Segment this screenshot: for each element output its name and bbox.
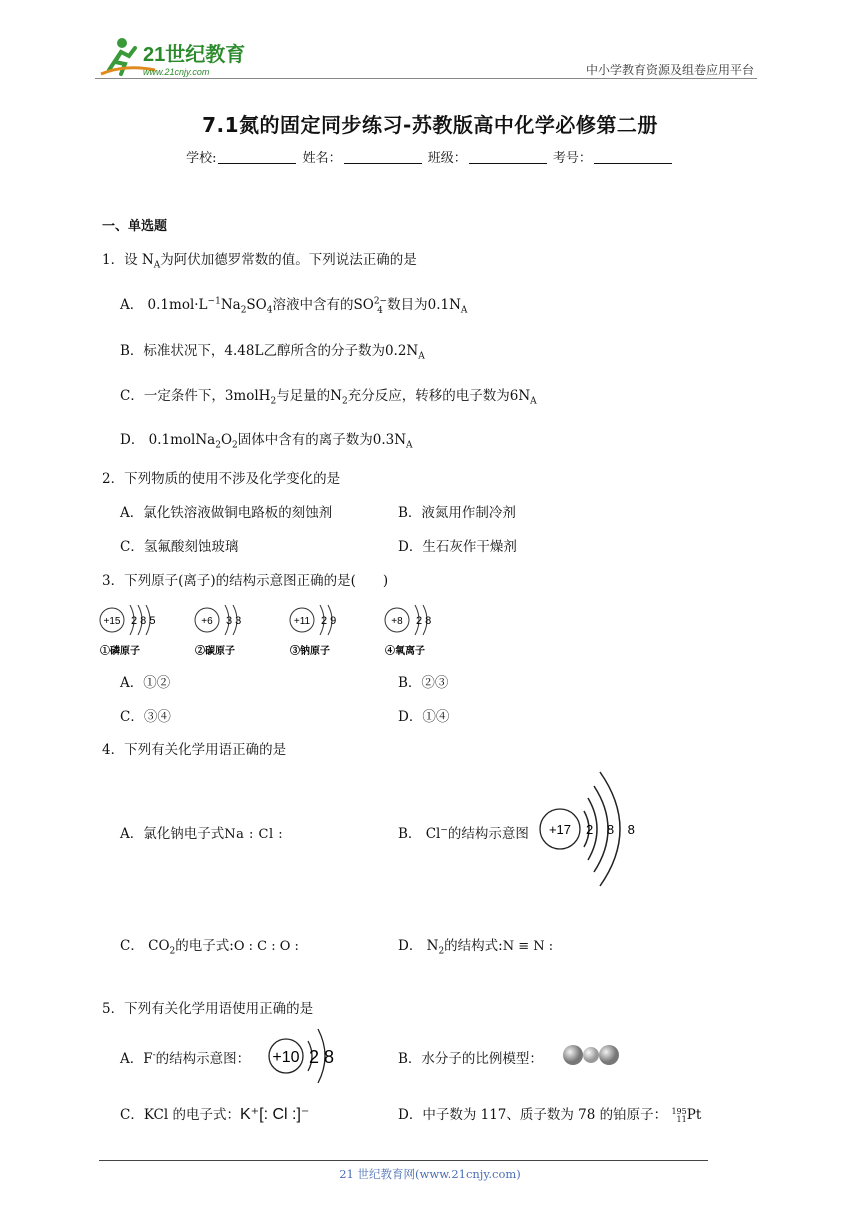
shell-electrons: 2 8 5 <box>131 615 156 627</box>
question-5-stem: 5．下列有关化学用语使用正确的是 <box>102 1001 314 1017</box>
question-5-option-b[interactable]: B．水分子的比例模型： <box>398 1051 543 1067</box>
question-3-option-b[interactable]: B．②③ <box>398 675 449 691</box>
logo-url: www.21cnjy.com <box>143 67 210 77</box>
question-3-diagrams <box>98 595 432 659</box>
student-info-line <box>0 147 860 166</box>
shell-electrons: 2 8 <box>416 615 432 627</box>
atom-diagram-3 <box>290 605 336 657</box>
diagram-caption: ①磷原子 <box>100 646 140 657</box>
question-4-option-b[interactable]: B． Cl−的结构示意图 <box>398 825 529 842</box>
name-field[interactable] <box>344 151 422 164</box>
svg-text:2 8 8: 2 8 8 <box>586 822 640 837</box>
co2-electron-formula: O : C : O : <box>233 939 299 954</box>
footer-divider <box>99 1160 708 1161</box>
school-label: 学校: <box>186 151 217 166</box>
cl-ion-diagram <box>538 768 643 893</box>
header-divider <box>95 78 757 79</box>
class-field[interactable] <box>469 151 547 164</box>
exam-number-field[interactable] <box>594 151 672 164</box>
question-2-option-b[interactable]: B．液氮用作制冷剂 <box>398 505 516 521</box>
name-label: 姓名： <box>302 151 342 166</box>
pt-isotope-numbers: 195 11 <box>671 1106 687 1124</box>
diagram-caption: ②碳原子 <box>195 646 235 657</box>
diagram-caption: ③钠原子 <box>290 646 330 657</box>
exam-number-label: 考号： <box>552 151 592 166</box>
nucleus-label: +11 <box>293 616 311 627</box>
page-title: 7.1氮的固定同步练习-苏教版高中化学必修第二册 <box>202 113 658 137</box>
atom-diagram-2 <box>195 605 241 657</box>
atom-diagram-4 <box>385 605 431 657</box>
class-label: 班级： <box>427 151 467 166</box>
question-1-option-d[interactable]: D． $0.1molNa_2O_2$固体中含有的离子数为$0.3N_A$ <box>120 432 413 451</box>
question-5-option-d[interactable]: D．中子数为 117、质子数为 78 的铂原子： 195 11Pt <box>398 1106 702 1124</box>
question-1-option-c[interactable]: C．一定条件下，3molH$_2$与足量的$N_2$充分反应，转移的电子数为$6N_A$ <box>120 388 537 407</box>
nucleus-label: +15 <box>103 616 121 627</box>
question-4-stem: 4．下列有关化学用语正确的是 <box>102 742 287 758</box>
question-2-option-d[interactable]: D．生石灰作干燥剂 <box>398 539 517 555</box>
question-1-stem: 1．设 $N_A$为阿伏加德罗常数的值。下列说法正确的是 <box>102 252 417 271</box>
n2-structural-formula: N ≡ N : <box>502 939 554 954</box>
question-1-option-a[interactable]: A． $0.1mol\cdot L^{-1}Na_2SO_4$溶液中含有的$SO^{2-}_4$ 数目为$0.1N_A$ <box>120 296 468 316</box>
question-3-option-c[interactable]: C．③④ <box>120 709 171 725</box>
question-2-option-c[interactable]: C．氢氟酸刻蚀玻璃 <box>120 539 239 555</box>
question-3-option-d[interactable]: D．①④ <box>398 709 450 725</box>
section-title: 一、单选题 <box>102 219 168 234</box>
question-5-option-c[interactable]: C．KCl 的电子式：K⁺[: Cl :]⁻ <box>120 1106 310 1123</box>
svg-text:+17: +17 <box>548 822 572 837</box>
svg-text:+10: +10 <box>272 1049 300 1066</box>
water-model-image <box>562 1042 622 1068</box>
question-5-option-a[interactable]: A．F-的结构示意图： <box>120 1050 251 1067</box>
question-3-stem: 3．下列原子(离子)的结构示意图正确的是( ) <box>102 573 389 589</box>
svg-text:2 8: 2 8 <box>309 1047 335 1067</box>
atom-diagram-1 <box>100 605 155 657</box>
school-field[interactable] <box>218 151 296 164</box>
diagram-caption: ④氧离子 <box>385 646 425 657</box>
logo-graphic <box>95 34 260 80</box>
shell-electrons: 3 3 <box>226 615 242 627</box>
nacl-electron-formula: Na : Cl : <box>224 827 284 842</box>
question-4-option-d[interactable]: D． $N_2$的结构式:N ≡ N : <box>398 938 554 957</box>
f-ion-diagram <box>266 1025 338 1087</box>
question-2-option-a[interactable]: A．氯化铁溶液做铜电路板的刻蚀剂 <box>120 505 333 521</box>
footer-text: 21 世纪教育网(www.21cnjy.com) <box>339 1167 521 1181</box>
question-3-option-a[interactable]: A．①② <box>120 675 171 691</box>
question-1-option-b[interactable]: B．标准状况下，4.48L乙醇所含的分子数为$0.2N_A$ <box>120 343 425 362</box>
nucleus-label: +8 <box>391 616 403 627</box>
nucleus-label: +6 <box>201 616 213 627</box>
atom-diagrams <box>98 595 432 659</box>
shell-electrons: 2 9 <box>321 615 337 627</box>
logo-text: 21世纪教育 <box>143 44 246 66</box>
question-4-option-a[interactable]: A．氯化钠电子式Na : Cl : <box>120 826 284 842</box>
site-logo <box>95 34 260 80</box>
platform-name: 中小学教育资源及组卷应用平台 <box>585 63 754 77</box>
question-4-option-c[interactable]: C． $CO_2$的电子式:O : C : O : <box>120 938 299 957</box>
question-2-stem: 2．下列物质的使用不涉及化学变化的是 <box>102 471 341 487</box>
kcl-electron-formula: K⁺[: Cl :]⁻ <box>240 1106 310 1123</box>
